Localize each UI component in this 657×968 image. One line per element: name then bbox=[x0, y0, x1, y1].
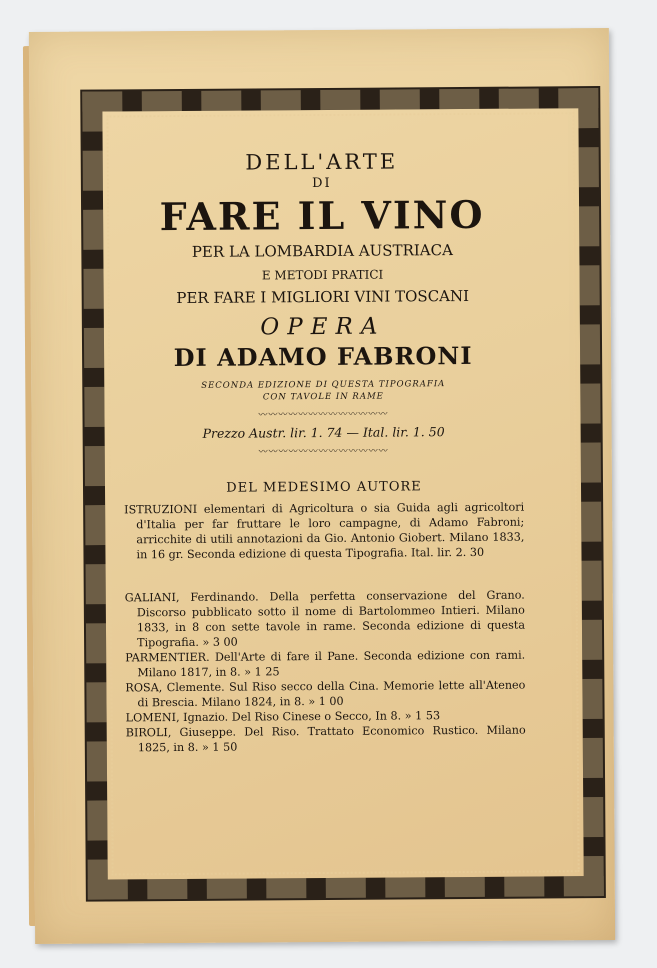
ornament-rule-top: 〰〰〰〰〰〰〰〰〰〰〰〰〰 bbox=[258, 409, 389, 421]
book-cover bbox=[29, 28, 615, 944]
main-title: FARE IL VINO bbox=[159, 191, 485, 240]
subtitle-1: PER LA LOMBARDIA AUSTRIACA bbox=[191, 241, 453, 261]
price-line: Prezzo Austr. lir. 1. 74 — Ital. lir. 1. 50 bbox=[202, 424, 445, 441]
author-name: DI ADAMO FABRONI bbox=[173, 340, 473, 373]
same-author-heading: DEL MEDESIMO AUTORE bbox=[226, 479, 422, 496]
list-item: ISTRUZIONI elementari di Agricoltura o sia Guida agli agricoltori d'Italia per far fruttare le loro campagne, di Adamo Fabroni; arricchite di utili annotazioni da Gio. Antonio Giobert. Milano 1833, in 16 gr. Seconda edizione di questa Tipografia. Ital. lir. 2. 30 bbox=[124, 500, 525, 562]
list-item: BIROLI, Giuseppe. Del Riso. Trattato Economico Rustico. Milano 1825, in 8. » 1 50 bbox=[125, 723, 526, 755]
opera-label: OPERA bbox=[260, 313, 386, 341]
title-page bbox=[122, 149, 526, 756]
title-line-1: DELL'ARTE bbox=[245, 149, 399, 175]
ornament-rule-bottom: 〰〰〰〰〰〰〰〰〰〰〰〰〰 bbox=[258, 446, 389, 458]
list-item: GALIANI, Ferdinando. Della perfetta conservazione del Grano. Discorso pubblicato sotto il nome di Bartolommeo Intieri. Milano 1833, in 8 con sette tavole in rame. Seconda edizione di questa Tipografia. » 3 00 bbox=[124, 588, 526, 650]
list-item: PARMENTIER. Dell'Arte di fare il Pane. Seconda edizione con rami. Milano 1817, in 8. » 1 25 bbox=[125, 648, 526, 680]
subtitle-2: E METODI PRATICI bbox=[261, 267, 384, 283]
subtitle-3: PER FARE I MIGLIORI VINI TOSCANI bbox=[176, 286, 470, 308]
list-item: LOMENI, Ignazio. Del Riso Cinese o Secco, In 8. » 1 53 bbox=[125, 709, 441, 725]
list-item: ROSA, Clemente. Sul Riso secco della Cina. Memorie lette all'Ateneo di Brescia. Milano 1824, in 8. » 1 00 bbox=[125, 678, 526, 710]
book-list bbox=[124, 500, 526, 756]
edition-note: SECONDA EDIZIONE DI QUESTA TIPOGRAFIA CON TAVOLE IN RAME bbox=[201, 379, 446, 403]
title-line-2: DI bbox=[312, 175, 332, 192]
